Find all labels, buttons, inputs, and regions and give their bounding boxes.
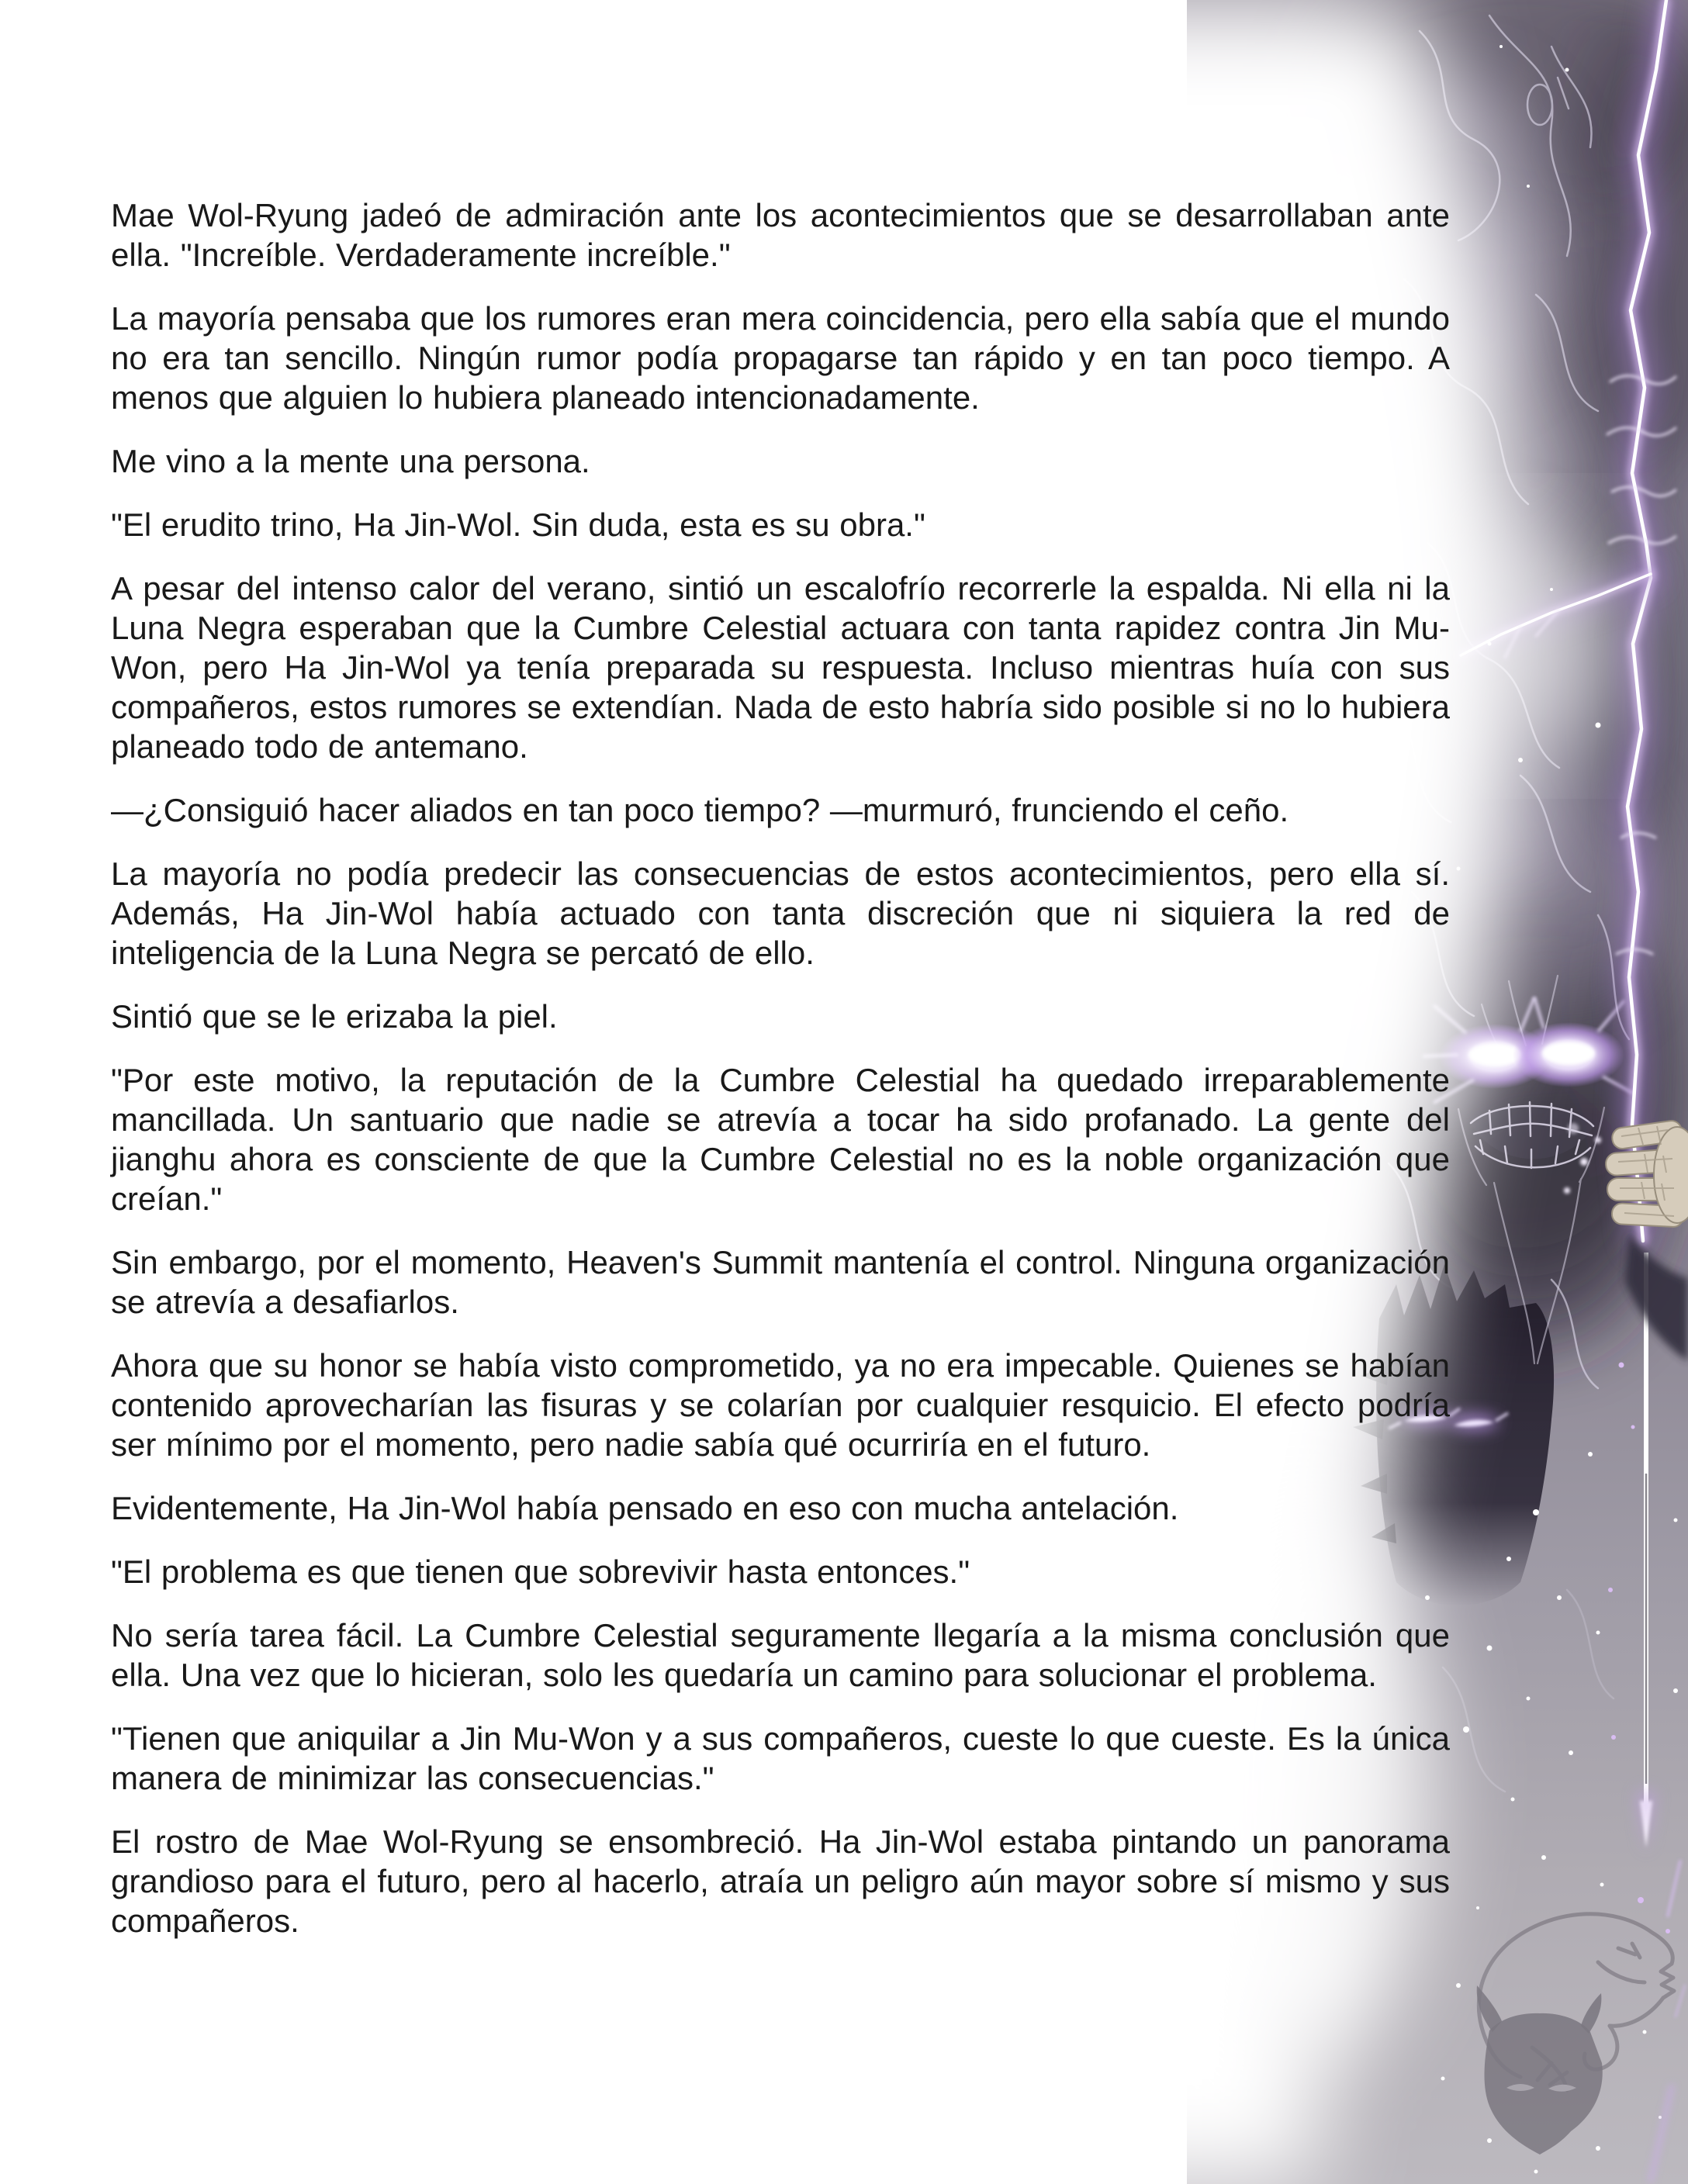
lightning-sword-blade [1637,1253,1655,1854]
paragraph-7: La mayoría no podía predecir las consecuencias de estos acontecimientos, pero ella sí. Además, Ha Jin-Wol había actuado con tanta discreción que ni siquiera la red de inteligencia de la Luna Negra se percató de ello. [111,855,1450,971]
paragraph-6: —¿Consiguió hacer aliados en tan poco tiempo? —murmuró, frunciendo el ceño. [111,792,1289,828]
paragraph-14: No sería tarea fácil. La Cumbre Celestial seguramente llegaría a la misma conclusión que ella. Una vez que lo hicieran, solo les quedaría un camino para solucionar el problema. [111,1617,1450,1693]
paragraph-15: "Tienen que aniquilar a Jin Mu-Won y a sus compañeros, cueste lo que cueste. Es la única manera de minimizar las consecuencias." [111,1720,1450,1796]
paragraph-10: Sin embargo, por el momento, Heaven's Summit mantenía el control. Ninguna organización se atrevía a desafiarlos. [111,1244,1450,1320]
paragraph-11: Ahora que su honor se había visto comprometido, ya no era impecable. Quienes se habían contenido aprovecharían las fisuras y se colarían por cualquier resquicio. El efecto podría ser mínimo por el momento, pero nadie sabía qué ocurriría en el futuro. [111,1347,1450,1463]
paragraph-5: A pesar del intenso calor del verano, sintió un escalofrío recorrerle la espalda. Ni ella ni la Luna Negra esperaban que la Cumbre Celestial actuara con tanta rapidez contra Jin Mu-Won, pero Ha Jin-Wol ya tenía preparada su respuesta. Incluso mientras huía con sus compañeros, estos rumores se extendían. Nada de esto habría sido posible si no lo hubiera planeado todo de antemano. [111,570,1450,765]
paragraph-1: Mae Wol-Ryung jadeó de admiración ante los acontecimientos que se desarrollaban ante ella. "Increíble. Verdaderamente increíble." [111,197,1450,273]
paragraph-16: El rostro de Mae Wol-Ryung se ensombreció. Ha Jin-Wol estaba pintando un panorama grandioso para el futuro, pero al hacerlo, atraía un peligro aún mayor sobre sí mismo y sus compañeros. [111,1823,1450,1939]
paragraph-4: "El erudito trino, Ha Jin-Wol. Sin duda, esta es su obra." [111,506,925,543]
paragraph-2: La mayoría pensaba que los rumores eran mera coincidencia, pero ella sabía que el mundo no era tan sencillo. Ningún rumor podía propagarse tan rápido y en tan poco tiempo. A menos que alguien lo hubiera planeado intencionadamente. [111,300,1450,416]
paragraph-9: "Por este motivo, la reputación de la Cumbre Celestial ha quedado irreparablemente mancillada. Un santuario que nadie se atrevía a tocar ha sido profanado. La gente del jianghu ahora es consciente de que la Cumbre Celestial no es la noble organización que creían." [111,1062,1450,1217]
paragraph-12: Evidentemente, Ha Jin-Wol había pensado en eso con mucha antelación. [111,1490,1179,1526]
story-text [111,195,1450,1965]
paragraph-13: "El problema es que tienen que sobrevivir hasta entonces." [111,1553,970,1590]
paragraph-8: Sintió que se le erizaba la piel. [111,998,558,1035]
paragraph-3: Me vino a la mente una persona. [111,443,590,479]
